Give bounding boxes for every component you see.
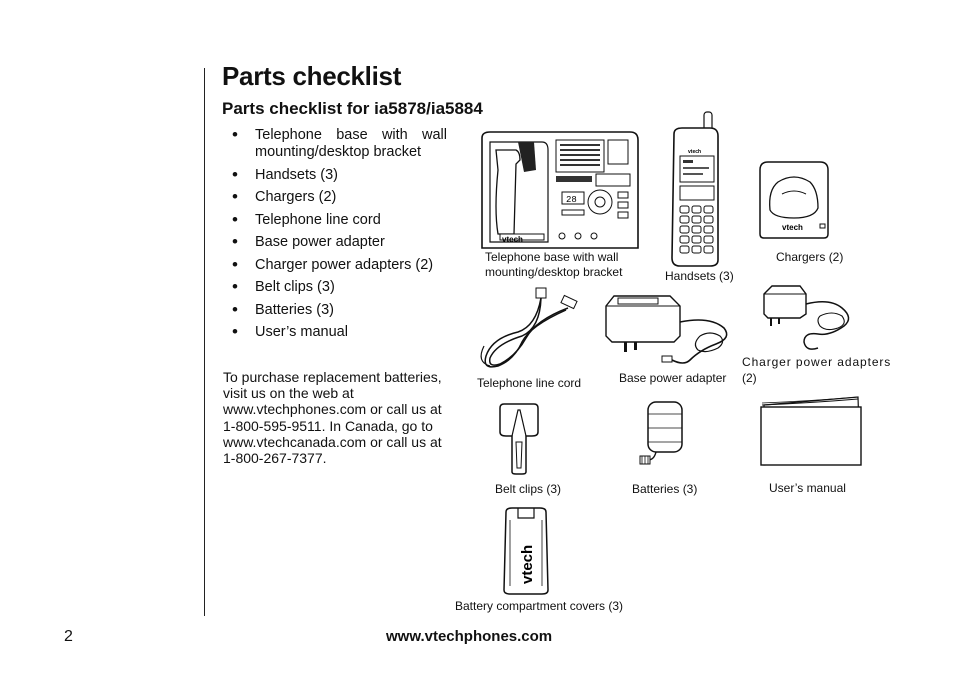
caption-handsets: Handsets (3) bbox=[665, 269, 734, 283]
base-logo: vtech bbox=[502, 235, 523, 244]
caption-base-line1: Telephone base with wall bbox=[485, 250, 619, 264]
footer-url: www.vtechphones.com bbox=[386, 628, 553, 645]
charger-logo: vtech bbox=[782, 223, 803, 232]
handset-icon bbox=[668, 112, 724, 268]
list-item: • Batteries (3) bbox=[232, 302, 447, 319]
list-item: • Charger power adapters (2) bbox=[232, 257, 447, 274]
caption-manual: User’s manual bbox=[769, 481, 846, 495]
line-cord-icon bbox=[478, 286, 584, 372]
caption-charger-adapters-line2: (2) bbox=[742, 371, 757, 385]
caption-base-adapter: Base power adapter bbox=[619, 371, 727, 385]
base-display-digits: 28 bbox=[566, 195, 577, 205]
cover-logo: vtech bbox=[519, 544, 536, 584]
caption-batteries: Batteries (3) bbox=[632, 482, 698, 496]
caption-belt-clips: Belt clips (3) bbox=[495, 482, 562, 496]
caption-line-cord: Telephone line cord bbox=[477, 376, 582, 390]
section-subtitle: Parts checklist for ia5878/ia5884 bbox=[222, 99, 483, 118]
list-item: • Base power adapter bbox=[232, 234, 447, 251]
replacement-note: To purchase replacement batteries, visit us on the web at www.vtechphones.com or call us at 1-800-595-9511. In Canada, go to www.vtechcanada.com or call us at 1-800-267-7377. bbox=[223, 369, 442, 467]
power-adapter-icon bbox=[600, 292, 740, 368]
list-item: • Chargers (2) bbox=[232, 189, 447, 206]
charger-icon bbox=[758, 160, 832, 240]
caption-base-line2: mounting/desktop bracket bbox=[485, 265, 623, 279]
page-number: 2 bbox=[64, 628, 73, 645]
list-item: • Telephone line cord bbox=[232, 212, 447, 229]
parts-list bbox=[232, 127, 447, 347]
list-item: • User’s manual bbox=[232, 324, 447, 341]
caption-chargers: Chargers (2) bbox=[776, 250, 844, 264]
handset-logo: vtech bbox=[688, 149, 702, 155]
caption-charger-adapters-line1: Charger power adapters bbox=[742, 355, 892, 369]
belt-clip-icon bbox=[496, 402, 542, 476]
list-item: • Belt clips (3) bbox=[232, 279, 447, 296]
battery-cover-icon bbox=[500, 506, 552, 596]
list-item: • Telephone base with wall mounting/desktop bracket bbox=[232, 127, 447, 161]
telephone-base-icon bbox=[480, 130, 640, 252]
list-item: • Handsets (3) bbox=[232, 167, 447, 184]
battery-pack-icon bbox=[638, 400, 688, 470]
page-title: Parts checklist bbox=[222, 61, 402, 91]
charger-adapter-icon bbox=[760, 284, 860, 356]
caption-covers: Battery compartment covers (3) bbox=[455, 599, 624, 613]
margin-rule bbox=[204, 68, 205, 616]
manual-booklet-icon bbox=[760, 397, 862, 467]
